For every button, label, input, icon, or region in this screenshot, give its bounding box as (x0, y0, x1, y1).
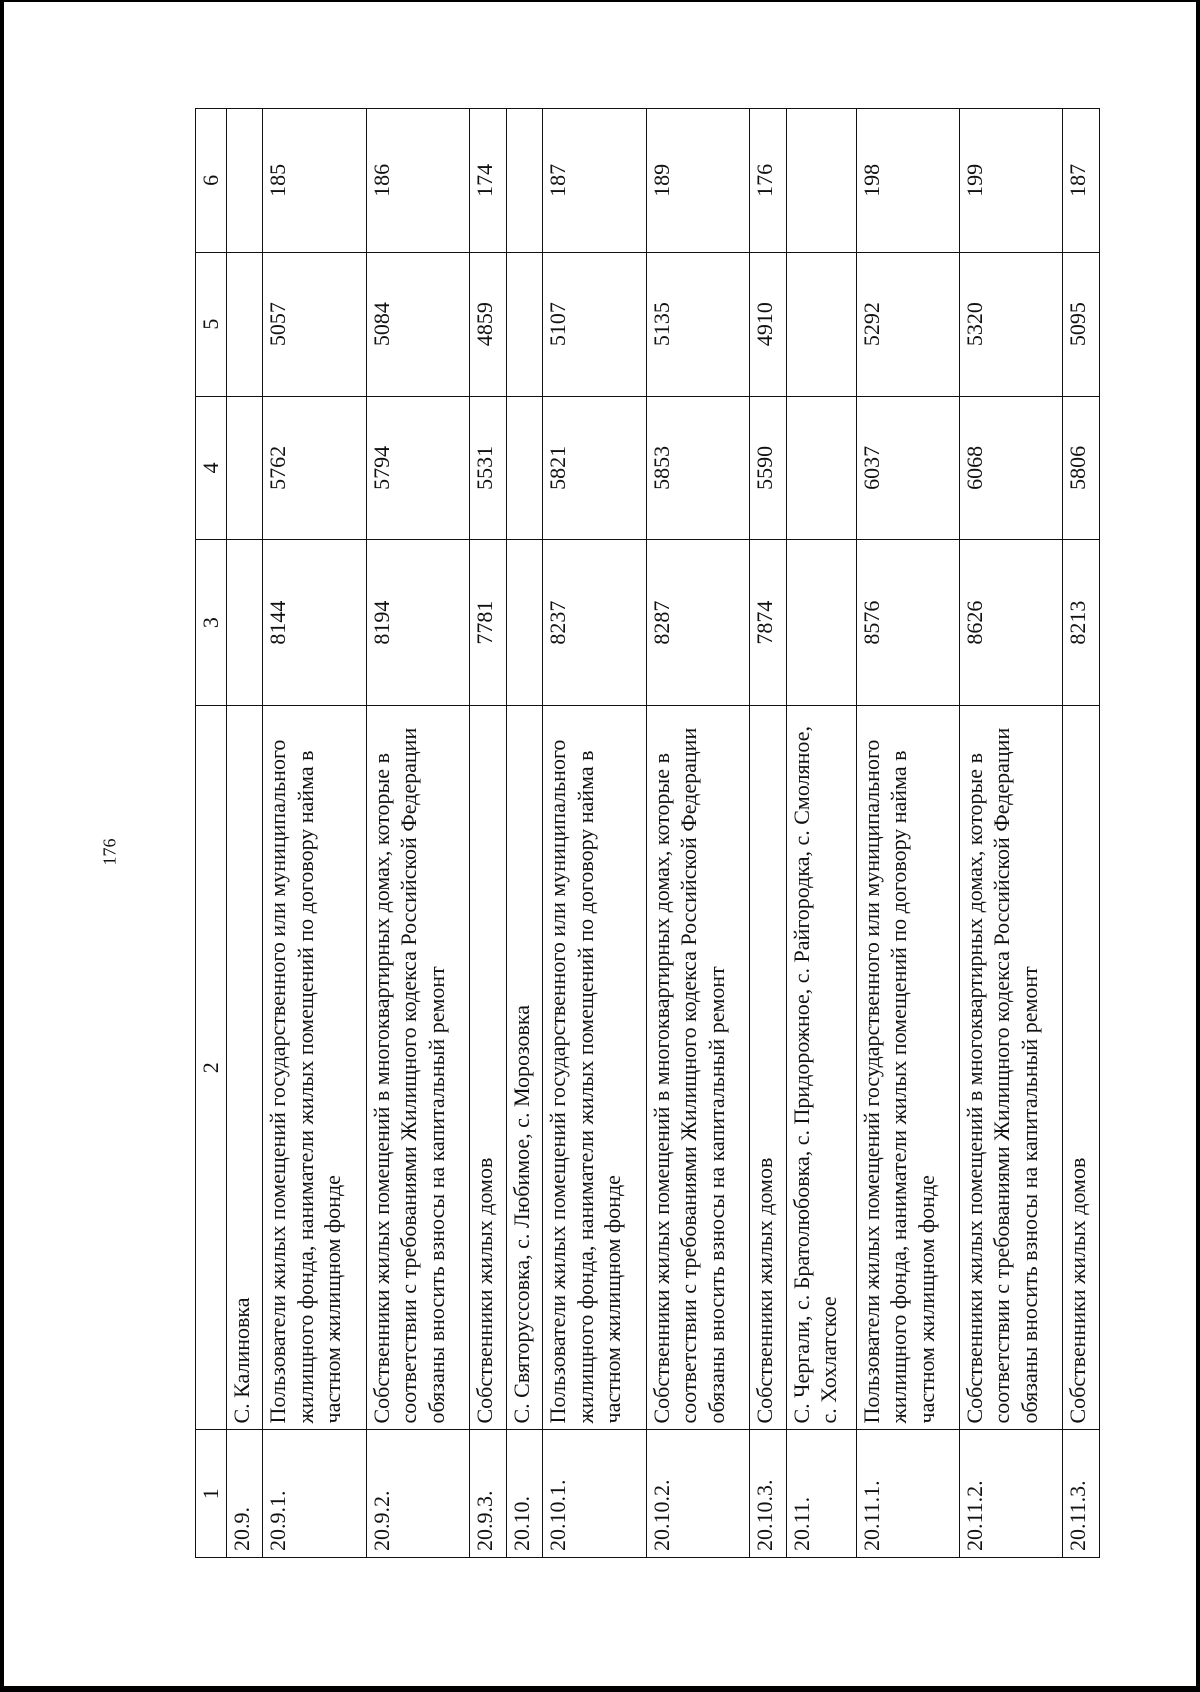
row-code-cell: 20.11.2. (959, 1430, 1062, 1558)
row-value-col4: 5853 (646, 396, 749, 540)
row-value-col3: 8144 (263, 540, 366, 706)
row-value-col5: 5135 (646, 252, 749, 396)
row-value-col3: 8237 (543, 540, 646, 706)
header-cell: 4 (196, 396, 227, 540)
page-number: 176 (99, 838, 120, 866)
table-row (263, 109, 366, 1558)
row-value-col3: 8626 (959, 540, 1062, 706)
header-cell: 5 (196, 252, 227, 396)
row-value-col6: 189 (646, 109, 749, 253)
table-row (749, 109, 786, 1558)
row-value-col5: 4859 (469, 252, 506, 396)
table-row (786, 109, 856, 1558)
row-value-col3 (226, 540, 263, 706)
row-code-cell: 20.10.3. (749, 1430, 786, 1558)
row-value-col4: 5531 (469, 396, 506, 540)
row-value-col6: 198 (856, 109, 959, 253)
row-value-col4 (506, 396, 543, 540)
row-value-col6: 186 (366, 109, 469, 253)
row-description-cell: Собственники жилых помещений в многоквартирных домах, которые в соответствии с требованиями Жилищного кодекса Российской Федерации обязаны вносить взносы на капитальный ремонт (366, 706, 469, 1431)
row-code-cell: 20.9.3. (469, 1430, 506, 1558)
row-value-col6: 176 (749, 109, 786, 253)
row-description-cell: Пользователи жилых помещений государственного или муниципального жилищного фонда, наниматели жилых помещений по договору найма в частном жилищном фонде (856, 706, 959, 1431)
row-description-cell: Собственники жилых помещений в многоквартирных домах, которые в соответствии с требованиями Жилищного кодекса Российской Федерации обязаны вносить взносы на капитальный ремонт (959, 706, 1062, 1431)
row-value-col4: 6037 (856, 396, 959, 540)
tariff-table (195, 108, 1100, 1558)
row-code-cell: 20.11. (786, 1430, 856, 1558)
row-value-col5: 5084 (366, 252, 469, 396)
row-description-cell: Собственники жилых помещений в многоквартирных домах, которые в соответствии с требованиями Жилищного кодекса Российской Федерации обязаны вносить взносы на капитальный ремонт (646, 706, 749, 1431)
row-value-col6: 185 (263, 109, 366, 253)
header-cell: 6 (196, 109, 227, 253)
row-value-col4: 5821 (543, 396, 646, 540)
header-row (196, 109, 227, 1558)
row-value-col5: 5292 (856, 252, 959, 396)
table-row (856, 109, 959, 1558)
row-value-col6 (786, 109, 856, 253)
row-value-col3: 8287 (646, 540, 749, 706)
row-value-col5: 5095 (1063, 252, 1100, 396)
row-value-col6: 174 (469, 109, 506, 253)
table-row (543, 109, 646, 1558)
row-value-col6 (506, 109, 543, 253)
table-row (366, 109, 469, 1558)
row-description-cell: Собственники жилых домов (749, 706, 786, 1431)
row-code-cell: 20.10.2. (646, 1430, 749, 1558)
row-value-col6: 187 (543, 109, 646, 253)
table-row (1063, 109, 1100, 1558)
scan-border-left (0, 0, 4, 1692)
row-value-col6 (226, 109, 263, 253)
row-value-col5 (506, 252, 543, 396)
row-value-col3 (506, 540, 543, 706)
row-value-col4: 5794 (366, 396, 469, 540)
row-description-cell: Пользователи жилых помещений государственного или муниципального жилищного фонда, наниматели жилых помещений по договору найма в частном жилищном фонде (263, 706, 366, 1431)
row-code-cell: 20.11.1. (856, 1430, 959, 1558)
row-value-col4 (226, 396, 263, 540)
row-value-col3 (786, 540, 856, 706)
row-code-cell: 20.10.1. (543, 1430, 646, 1558)
table-row (646, 109, 749, 1558)
table-row (469, 109, 506, 1558)
row-value-col4: 5590 (749, 396, 786, 540)
row-value-col3: 7874 (749, 540, 786, 706)
row-value-col4: 5806 (1063, 396, 1100, 540)
row-description-cell: С. Чергали, с. Братолюбовка, с. Придорожное, с. Райгородка, с. Смоляное, с. Хохлатское (786, 706, 856, 1431)
row-code-cell: 20.11.3. (1063, 1430, 1100, 1558)
row-description-cell: С. Святоруссовка, с. Любимое, с. Морозовка (506, 706, 543, 1431)
row-value-col5 (786, 252, 856, 396)
row-code-cell: 20.10. (506, 1430, 543, 1558)
table-row (506, 109, 543, 1558)
table-row (959, 109, 1062, 1558)
row-value-col5: 5057 (263, 252, 366, 396)
row-code-cell: 20.9.2. (366, 1430, 469, 1558)
header-cell: 2 (196, 706, 227, 1431)
row-description-cell: С. Калиновка (226, 706, 263, 1431)
rotated-table-frame (195, 108, 1100, 1558)
row-value-col5: 5107 (543, 252, 646, 396)
row-value-col3: 7781 (469, 540, 506, 706)
row-value-col3: 8213 (1063, 540, 1100, 706)
row-value-col6: 187 (1063, 109, 1100, 253)
table-body (226, 109, 1100, 1558)
table-row (226, 109, 263, 1558)
row-code-cell: 20.9. (226, 1430, 263, 1558)
row-value-col4 (786, 396, 856, 540)
row-value-col4: 6068 (959, 396, 1062, 540)
scan-border-top (0, 0, 1200, 2)
row-value-col5: 5320 (959, 252, 1062, 396)
row-code-cell: 20.9.1. (263, 1430, 366, 1558)
row-value-col3: 8194 (366, 540, 469, 706)
row-value-col5: 4910 (749, 252, 786, 396)
header-cell: 3 (196, 540, 227, 706)
row-description-cell: Собственники жилых домов (1063, 706, 1100, 1431)
table-container (195, 108, 1100, 1558)
row-value-col5 (226, 252, 263, 396)
row-description-cell: Собственники жилых домов (469, 706, 506, 1431)
header-cell: 1 (196, 1430, 227, 1558)
row-value-col3: 8576 (856, 540, 959, 706)
scan-border-right (1196, 0, 1200, 1692)
row-description-cell: Пользователи жилых помещений государственного или муниципального жилищного фонда, наниматели жилых помещений по договору найма в частном жилищном фонде (543, 706, 646, 1431)
scan-border-bottom (0, 1686, 1200, 1692)
row-value-col4: 5762 (263, 396, 366, 540)
row-value-col6: 199 (959, 109, 1062, 253)
